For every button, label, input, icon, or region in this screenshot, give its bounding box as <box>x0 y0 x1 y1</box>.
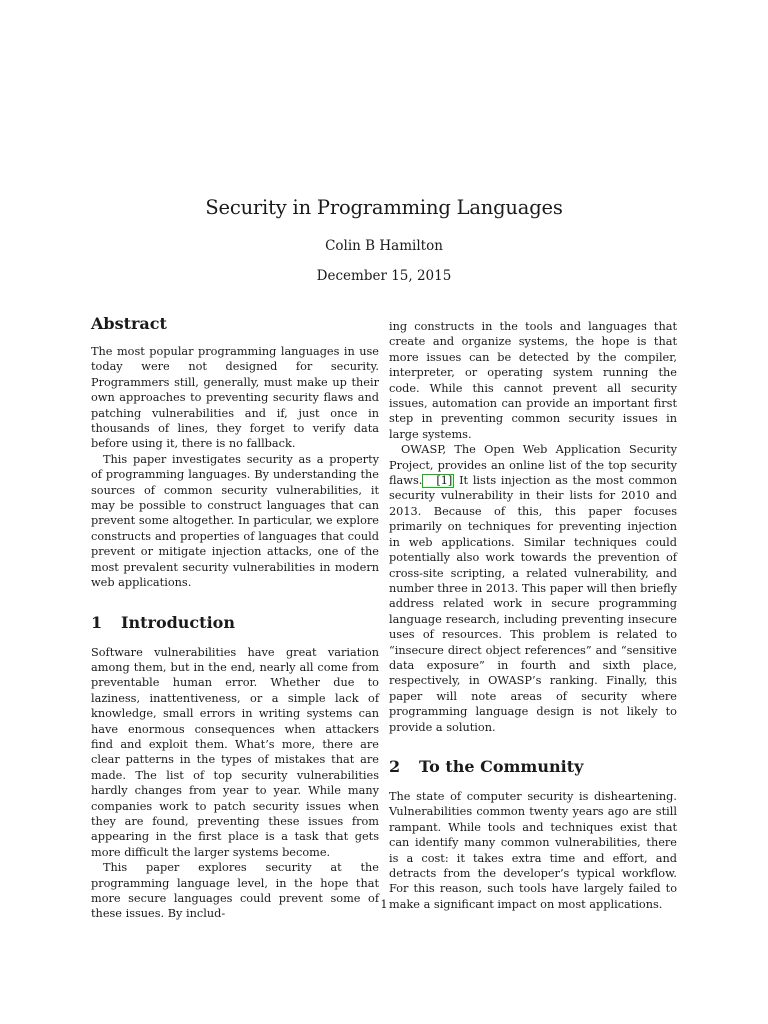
paper-title: Security in Programming Languages <box>205 196 563 219</box>
paragraph-text: OWASP, The Open Web Application Security Project, provides an online list of the top security flaws. <box>389 443 677 488</box>
section-heading-community <box>389 757 677 777</box>
body-paragraph: This paper explores security at the programming language level, in the hope that more secure languages could prevent some of these issues. By includ- <box>91 861 379 921</box>
body-paragraph: ing constructs in the tools and languages that create and organize systems, the hope is that more issues can be detected by the compiler, interpreter, or operating system running the code. While this cannot prevent all security issues, automation can provide an important first step in preventing common security issues in large systems. <box>389 320 677 441</box>
paper-date: December 15, 2015 <box>316 268 452 284</box>
section-title: To the Community <box>419 756 584 776</box>
body-paragraph: The state of computer security is disheartening. Vulnerabilities common twenty years ago are still rampant. While tools and techniques exist that can identify many common vulnerabilities, there is a cost: it takes extra time and effort, and detracts from the developer’s typical workflow. For this reason, such tools have largely failed to make a significant impact on most applications. <box>389 789 677 911</box>
section-number: 2 <box>389 756 401 776</box>
section-title: Introduction <box>121 612 235 632</box>
abstract-paragraph: This paper investigates security as a property of programming languages. By understanding the sources of common security vulnerabilities, it may be possible to construct languages that can prevent some altogether. In particular, we explore constructs and properties of languages that could prevent or mitigate injection attacks, one of the most prevalent security vulnerabilities in modern web applications. <box>91 452 379 590</box>
body-paragraph <box>389 442 677 735</box>
left-column <box>91 314 379 922</box>
paragraph-text: It lists injection as the most common security vulnerability in their lists for 2010 and 2013. Because of this, this paper focuses primarily on techniques for preventing injection in web applications. Similar techniques could potentially also work towards the prevention of cross-site scripting, a related vulnerability, and number three in 2013. This paper will then briefly address related work in secure programming language research, including preventing insecure uses of resources. This problem is related to “insecure direct object references” and “sensitive data exposure” in fourth and sixth place, respectively, in OWASP’s ranking. Finally, this paper will note areas of security where programming language design is not likely to provide a solution. <box>389 474 677 734</box>
body-paragraph: Software vulnerabilities have great variation among them, but in the end, nearly all come from preventable human error. Whether due to laziness, inattentiveness, or a simple lack of knowledge, small errors in writing systems can have enormous consequences when attackers find and exploit them. What’s more, there are clear patterns in the types of mistakes that are made. The list of top security vulnerabilities hardly changes from year to year. While many companies work to patch security issues when they are found, preventing these issues from appearing in the first place is a task that gets more difficult the larger systems become. <box>91 645 379 859</box>
section-number: 1 <box>91 612 103 632</box>
abstract-paragraph: The most popular programming languages in use today were not designed for security. Programmers still, generally, must make up their own approaches to preventing security flaws and patching vulnerabilities and if, just once in thousands of lines, they forget to verify data before using it, there is no fallback. <box>91 345 379 451</box>
paper-author: Colin B Hamilton <box>325 238 443 254</box>
page-number: 1 <box>380 898 388 911</box>
citation-link[interactable]: [1] <box>422 474 454 488</box>
abstract-heading: Abstract <box>91 314 167 333</box>
right-column <box>389 319 677 912</box>
section-heading-introduction <box>91 613 379 633</box>
